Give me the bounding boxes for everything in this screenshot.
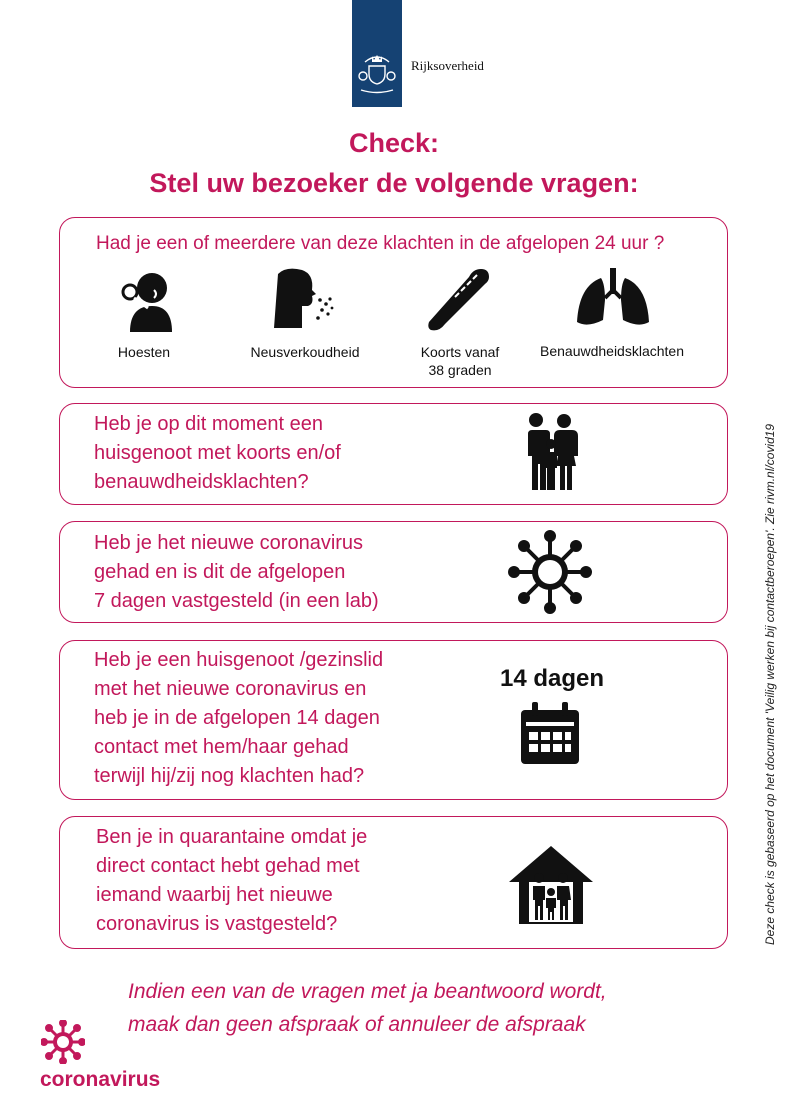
question-4-line: Heb je een huisgenoot /gezinslid: [94, 649, 384, 671]
question-5-line: Ben je in quarantaine omdat je: [96, 826, 368, 848]
question-5-line: iemand waarbij het nieuwe: [96, 884, 333, 906]
lungs-icon: [577, 268, 649, 326]
logo-wordmark: Rijksoverheid: [411, 58, 484, 73]
footer-line-2: maak dan geen afspraak of annuleer de afspraak: [128, 1013, 586, 1036]
coronavirus-wordmark: coronavirus: [40, 1068, 161, 1091]
question-3-line: 7 dagen vastgesteld (in een lab): [94, 590, 379, 612]
question-4-line: met het nieuwe coronavirus en: [94, 678, 367, 700]
footer-instruction: [128, 975, 607, 1041]
coat-of-arms-icon: [352, 0, 402, 107]
question-3-text: [94, 529, 379, 616]
calendar-icon: [519, 702, 581, 766]
coronavirus-logo-icon: [41, 1020, 85, 1064]
question-4-text: [94, 646, 383, 791]
house-family-icon: [509, 846, 593, 924]
question-2-line: benauwdheidsklachten?: [94, 471, 309, 493]
question-4-line: heb je in de afgelopen 14 dagen: [94, 707, 380, 729]
side-note: Deze check is gebaseerd op het document 'Veilig werken bij contactberoepen'. Zie rivm.nl/covid19: [763, 423, 777, 945]
days-label: 14 dagen: [500, 665, 605, 692]
thermometer-icon: [425, 265, 495, 333]
sneezing-person-icon: [272, 266, 336, 328]
question-5-text: [96, 823, 367, 939]
title-check: Check:: [348, 128, 440, 158]
question-3-line: gehad en is dit de afgelopen: [94, 561, 346, 583]
question-2-line: huisgenoot met koorts en/of: [94, 442, 341, 464]
symptom-label-neusverkoudheid: Neusverkoudheid: [250, 344, 360, 360]
symptom-label-koorts: [410, 343, 510, 379]
symptom-label-hoesten: Hoesten: [117, 344, 171, 360]
family-icon: [522, 412, 580, 490]
question-2-line: Heb je op dit moment een: [94, 413, 324, 435]
question-4-line: contact met hem/haar gehad: [94, 736, 349, 758]
symptom-label-koorts-line1: Koorts vanaf: [420, 344, 500, 360]
question-5-line: direct contact hebt gehad met: [96, 855, 360, 877]
virus-icon: [508, 530, 592, 614]
question-2-text: [94, 410, 341, 497]
page-title: Stel uw bezoeker de volgende vragen:: [149, 168, 639, 198]
rijksoverheid-logo: [352, 0, 402, 107]
footer-line-1: Indien een van de vragen met ja beantwoord wordt,: [128, 980, 607, 1003]
question-5-line: coronavirus is vastgesteld?: [96, 913, 338, 935]
symptom-label-benauwdheidsklachten: Benauwdheidsklachten: [540, 343, 684, 359]
question-1-text: Had je een of meerdere van deze klachten in de afgelopen 24 uur ?: [96, 233, 665, 254]
question-3-line: Heb je het nieuwe coronavirus: [94, 532, 364, 554]
symptom-label-koorts-line2: 38 graden: [428, 362, 492, 378]
question-4-line: terwijl hij/zij nog klachten had?: [94, 765, 365, 787]
coughing-person-icon: [116, 268, 174, 332]
